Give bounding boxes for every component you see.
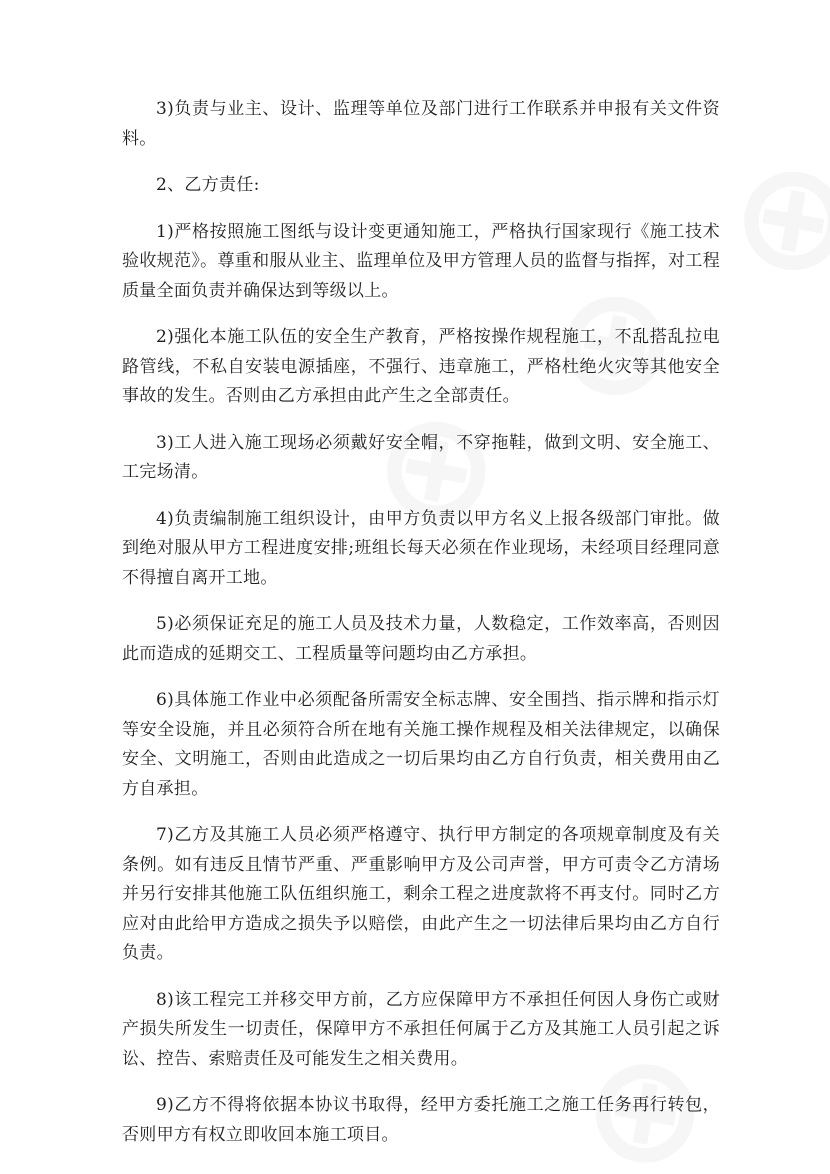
paragraph: 5)必须保证充足的施工人员及技术力量，人数稳定，工作效率高，否则因此而造成的延期交工、工程质量等问题均由乙方承担。 [122, 614, 720, 664]
paragraph: 3)工人进入施工现场必须戴好安全帽，不穿拖鞋，做到文明、安全施工、工完场清。 [122, 432, 720, 482]
paragraph: 3)负责与业主、设计、监理等单位及部门进行工作联系并申报有关文件资料。 [122, 99, 720, 149]
paragraph: 2)强化本施工队伍的安全生产教育，严格按操作规程施工，不乱搭乱拉电路管线，不私自安装电源插座，不强行、违章施工，严格杜绝火灾等其他安全事故的发生。否则由乙方承担由此产生之全部责任。 [122, 327, 720, 406]
section-heading: 2、乙方责任: [156, 175, 260, 195]
paragraph: 7)乙方及其施工人员必须严格遵守、执行甲方制定的各项规章制度及有关条例。如有违反且情节严重、严重影响甲方及公司声誉，甲方可责令乙方清场并另行安排其他施工队伍组织施工，剩余工程之进度款将不再支付。同时乙方应对由此给甲方造成之损失予以赔偿，由此产生之一切法律后果均由乙方自行负责。 [122, 825, 720, 963]
paragraph: 4)负责编制施工组织设计，由甲方负责以甲方名义上报各级部门审批。做到绝对服从甲方工程进度安排;班组长每天必须在作业现场，未经项目经理同意不得擅自离开工地。 [122, 508, 720, 588]
paragraph: 9)乙方不得将依据本协议书取得，经甲方委托施工之施工任务再行转包，否则甲方有权立即收回本施工项目。 [122, 1095, 720, 1145]
paragraph: 8)该工程完工并移交甲方前，乙方应保障甲方不承担任何因人身伤亡或财产损失所发生一切责任，保障甲方不承担任何属于乙方及其施工人员引起之诉讼、控告、索赔责任及可能发生之相关费用。 [122, 989, 720, 1069]
paragraph: 6)具体施工作业中必须配备所需安全标志牌、安全围挡、指示牌和指示灯等安全设施，并且必须符合所在地有关施工操作规程及相关法律规定，以确保安全、文明施工，否则由此造成之一切后果均由乙方自行负责，相关费用由乙方自承担。 [122, 690, 720, 799]
paragraph: 1)严格按照施工图纸与设计变更通知施工，严格执行国家现行《施工技术验收规范》。尊重和服从业主、监理单位及甲方管理人员的监督与指挥，对工程质量全面负责并确保达到等级以上。 [122, 221, 720, 301]
document-body [122, 95, 720, 1167]
